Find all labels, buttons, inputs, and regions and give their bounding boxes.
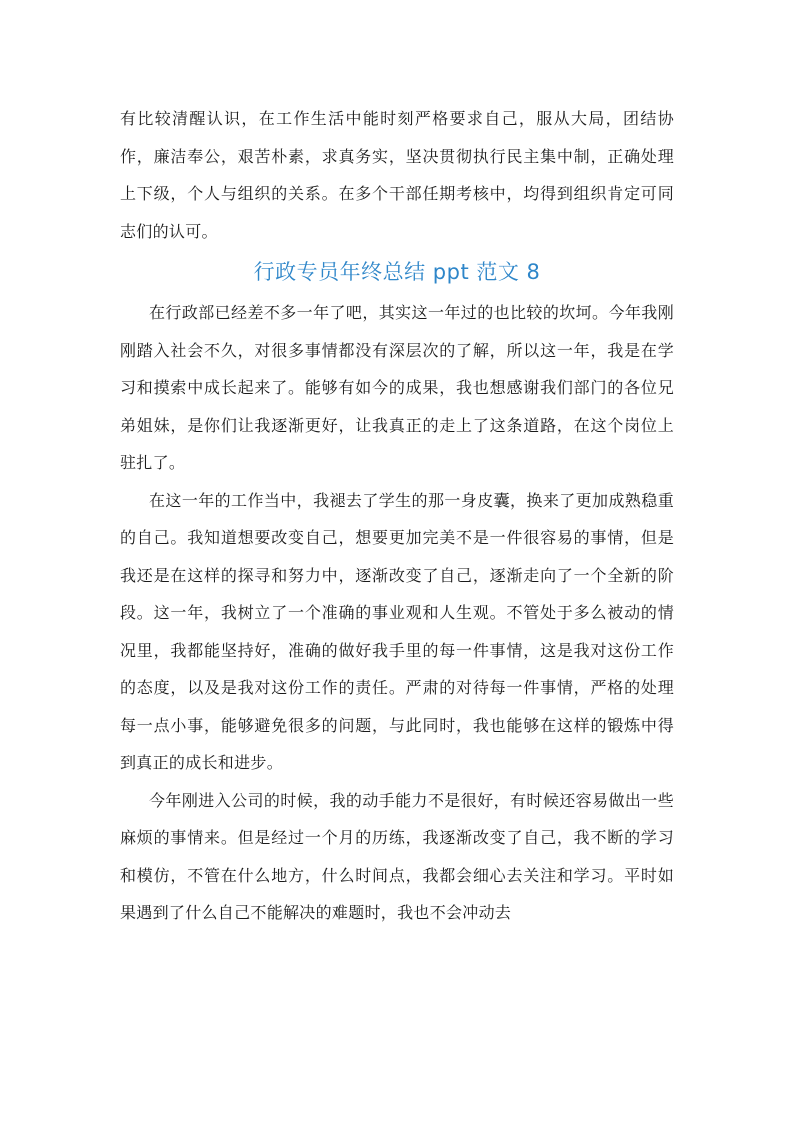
document-page: [120, 100, 674, 932]
intro-paragraph: 有比较清醒认识，在工作生活中能时刻严格要求自己，服从大局，团结协作，廉洁奉公，艰苦朴素，求真务实，坚决贯彻执行民主集中制，正确处理上下级，个人与组织的关系。在多个干部任期考核中，均得到组织肯定可同志们的认可。: [120, 109, 674, 241]
body-paragraph-1: 在行政部已经差不多一年了吧，其实这一年过的也比较的坎坷。今年我刚刚踏入社会不久，对很多事情都没有深层次的了解，所以这一年，我是在学习和摸索中成长起来了。能够有如今的成果，我也想感谢我们部门的各位兄弟姐妹，是你们让我逐渐更好，让我真正的走上了这条道路，在这个岗位上驻扎了。: [120, 303, 674, 472]
section-title: 行政专员年终总结 ppt 范文 8: [253, 260, 541, 284]
body-paragraph-2: 在这一年的工作当中，我褪去了学生的那一身皮囊，换来了更加成熟稳重的自己。我知道想要改变自己，想要更加完美不是一件很容易的事情，但是我还是在这样的探寻和努力中，逐渐改变了自己，逐渐走向了一个全新的阶段。这一年，我树立了一个准确的事业观和人生观。不管处于多么被动的情况里，我都能坚持好，准确的做好我手里的每一件事情，这是我对这份工作的态度，以及是我对这份工作的责任。严肃的对待每一件事情，严格的处理每一点小事，能够避免很多的问题，与此同时，我也能够在这样的锻炼中得到真正的成长和进步。: [120, 490, 674, 772]
body-paragraph-3: 今年刚进入公司的时候，我的动手能力不是很好，有时候还容易做出一些麻烦的事情来。但是经过一个月的历练，我逐渐改变了自己，我不断的学习和模仿，不管在什么地方，什么时间点，我都会细心去关注和学习。平时如果遇到了什么自己不能解决的难题时，我也不会冲动去: [120, 790, 674, 922]
